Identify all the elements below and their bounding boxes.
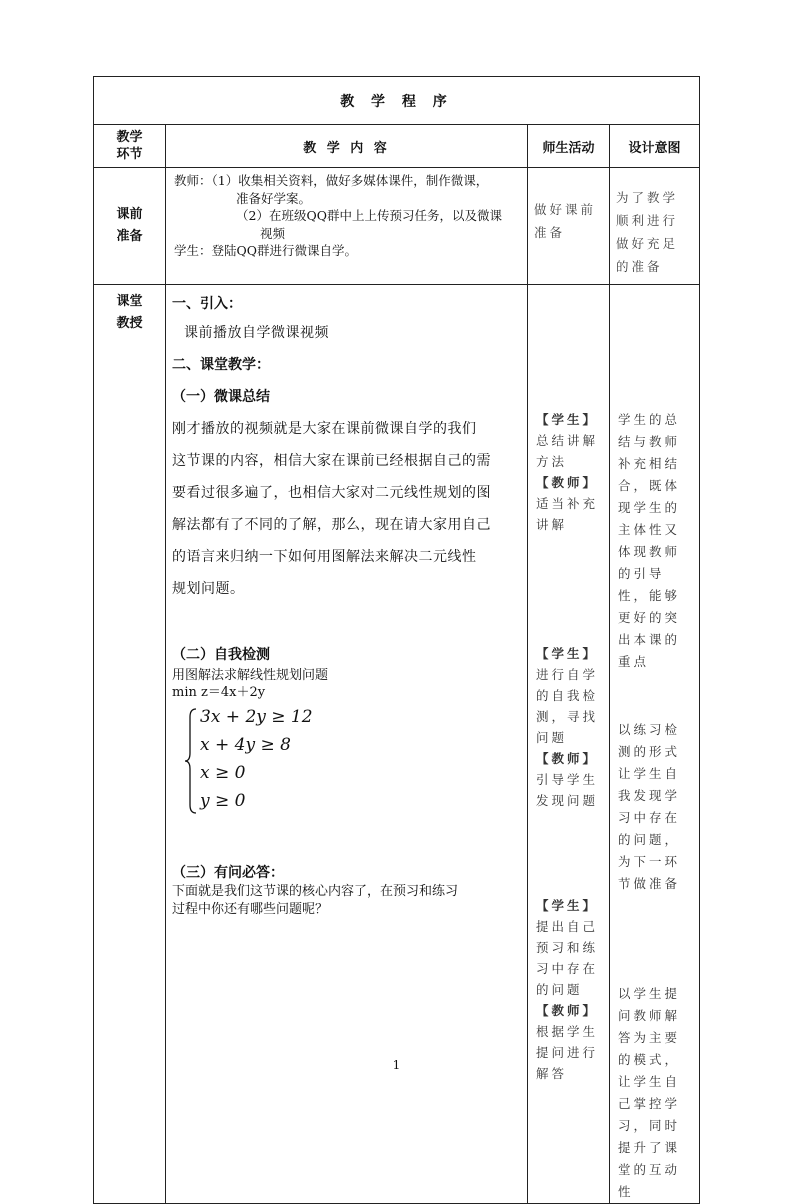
header-activity: 师生活动 (528, 125, 610, 168)
prep-item2-line1: （2）在班级QQ群中上上传预习任务，以及微课 (236, 208, 502, 223)
header-content: 教 学 内 容 (166, 125, 528, 168)
intro-text: 课前播放自学微课视频 (184, 325, 329, 341)
header-intent: 设计意图 (610, 125, 700, 168)
prep-student: 学生：登陆QQ群进行微课自学。 (174, 243, 357, 258)
prep-label-cell (94, 168, 166, 285)
header-segment-line2: 环节 (116, 147, 143, 162)
sub3-line1: 下面就是我们这节课的核心内容了，在预习和练习 (172, 884, 459, 899)
sub2-activity-tag2: 【教师】 (536, 751, 599, 766)
sub3-activity-text1: 提出自己预习和练习中存在的问题 (536, 919, 599, 997)
sub1-activity (528, 403, 609, 535)
sub2-heading: （二）自我检测 (172, 647, 270, 663)
sub3-line2: 过程中你还有哪些问题呢？ (172, 902, 329, 917)
sub3-activity (528, 889, 609, 1084)
prep-intent-cell (610, 168, 700, 285)
header-segment-line1: 教学 (116, 130, 143, 145)
sub1-line: 这节课的内容，相信大家在课前已经根据自己的需 (172, 453, 491, 469)
sub2-line1: 用图解法求解线性规划问题 (172, 668, 329, 683)
sub1-activity-tag1: 【学生】 (536, 412, 599, 427)
sub1-activity-text1: 总结讲解方法 (536, 433, 599, 469)
sub1-line: 刚才播放的视频就是大家在课前微课自学的我们 (172, 421, 477, 437)
constraint-4: y ≥ 0 (200, 791, 246, 811)
sub1-line: 的语言来归纳一下如何用图解法来解决二元线性 (172, 549, 477, 565)
sub1-activity-tag2: 【教师】 (536, 475, 599, 490)
constraint-system (184, 707, 521, 815)
class-label-line1: 课堂 (116, 294, 143, 309)
sub3-intent: 以学生提问教师解答为主要的模式，让学生自己掌控学习，同时提升了课堂的互动性 (618, 986, 681, 1199)
prep-content-cell (166, 168, 528, 285)
prep-intent: 为了教学顺利进行做好充足的准备 (616, 190, 679, 274)
sub2-activity-text2: 引导学生发现问题 (536, 772, 599, 808)
page-number: 1 (392, 1058, 401, 1072)
class-label-line2: 教授 (116, 316, 143, 331)
prep-activity: 做好课前准备 (534, 202, 597, 240)
constraint-2: x + 4y ≥ 8 (200, 735, 291, 755)
sub1-activity-text2: 适当补充讲解 (536, 496, 599, 532)
sub1-line: 规划问题。 (172, 581, 245, 597)
prep-teacher-prefix: 教师： (174, 173, 212, 188)
prep-item2-line2: 视频 (260, 225, 286, 241)
intro-heading: 一、引入： (172, 296, 242, 312)
constraint-1: 3x + 2y ≥ 12 (200, 707, 313, 727)
prep-item1-line2: 准备好学案。 (236, 190, 312, 206)
sub3-heading: （三）有问必答： (172, 865, 284, 881)
sub2-intent: 以练习检测的形式让学生自我发现学习中存在的问题，为下一环节做准备 (618, 722, 681, 891)
sub1-paragraph (172, 413, 521, 605)
sub2-activity-text1: 进行自学的自我检测，寻找问题 (536, 667, 599, 745)
sub1-line: 要看过很多遍了，也相信大家对二元线性规划的图 (172, 485, 491, 501)
constraint-3: x ≥ 0 (200, 763, 246, 783)
sub3-activity-tag1: 【学生】 (536, 898, 599, 913)
brace-icon (184, 707, 198, 815)
sub1-intent: 学生的总结与教师补充相结合，既体现学生的主体性又体现教师的引导性，能够更好的突出本课的重点 (618, 412, 681, 669)
prep-label-line2: 准备 (116, 229, 143, 244)
table-title: 教 学 程 序 (94, 77, 700, 125)
header-segment (94, 125, 166, 168)
lesson-procedure-table (93, 76, 700, 1204)
prep-label-line1: 课前 (116, 207, 143, 222)
sub3-activity-tag2: 【教师】 (536, 1003, 599, 1018)
sub3-activity-text2: 根据学生提问进行解答 (536, 1024, 599, 1081)
prep-activity-cell (528, 168, 610, 285)
sub2-activity-tag1: 【学生】 (536, 646, 599, 661)
sub2-activity (528, 637, 609, 811)
sub1-heading: （一）微课总结 (172, 389, 270, 405)
sub2-objective: min z＝4x＋2y (172, 685, 266, 700)
teaching-heading: 二、课堂教学： (172, 357, 270, 373)
sub1-line: 解法都有了不同的了解，那么，现在请大家用自己 (172, 517, 491, 533)
prep-item1-line1: （1）收集相关资料，做好多媒体课件，制作微课， (211, 173, 489, 188)
